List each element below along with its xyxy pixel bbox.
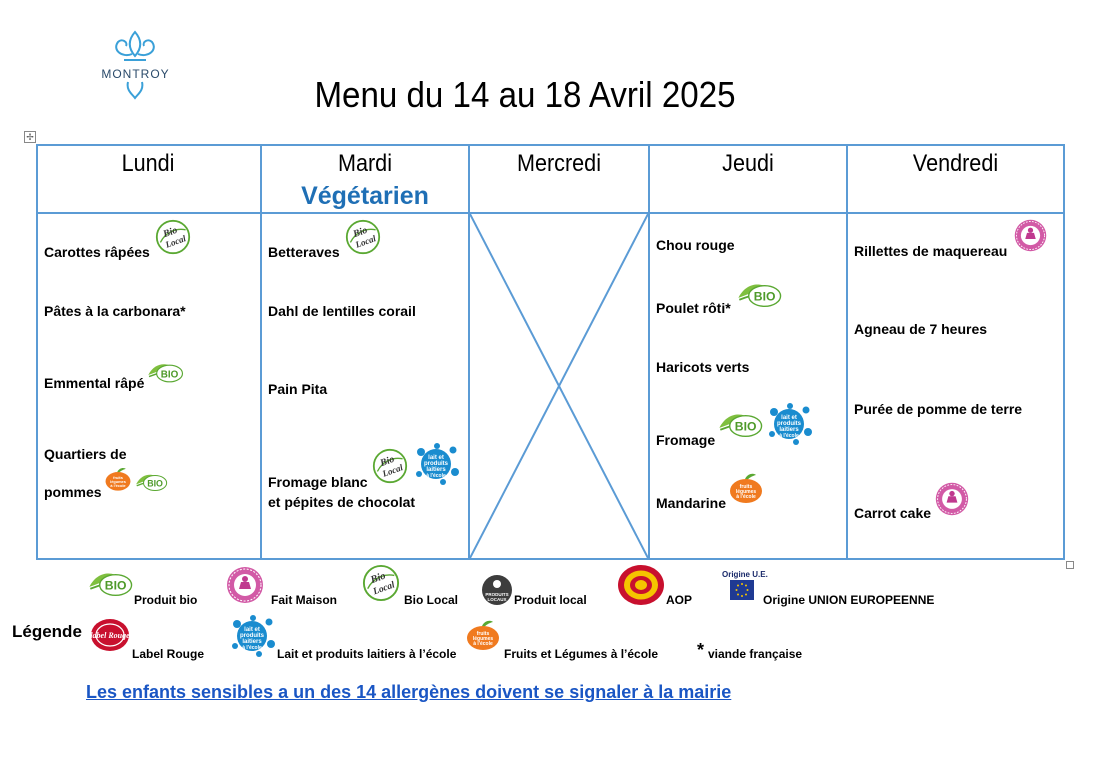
bio-icon bbox=[86, 570, 134, 600]
dish-mardi-bread: Pain Pita bbox=[268, 381, 328, 397]
dish-lundi-starter: Carottes râpées bbox=[44, 244, 150, 260]
day-header-vendredi: Vendredi bbox=[912, 150, 999, 177]
bio-local-icon bbox=[155, 219, 191, 255]
label-rouge-icon bbox=[90, 618, 130, 652]
produit-local-icon bbox=[481, 574, 513, 606]
svg-text:label Rouge: label Rouge bbox=[90, 631, 130, 640]
dish-mardi-dessert-line2: et pépites de chocolat bbox=[268, 494, 416, 510]
bio-local-icon bbox=[362, 564, 400, 602]
bio-icon bbox=[716, 411, 764, 441]
fruits-legumes-ecole-icon bbox=[728, 472, 764, 504]
legend-fait-maison: Fait Maison bbox=[271, 593, 338, 607]
dish-mardi-dessert-line1: Fromage blanc bbox=[268, 474, 368, 490]
column-divider bbox=[648, 144, 650, 560]
legend-produit-local: Produit local bbox=[514, 593, 587, 607]
eu-badge-caption: Origine U.E. bbox=[722, 570, 768, 579]
dish-jeudi-side: Haricots verts bbox=[656, 359, 750, 375]
allergen-notice-link[interactable]: Les enfants sensibles a un des 14 allergènes doivent se signaler à la mairie bbox=[86, 682, 732, 702]
day-header-mercredi: Mercredi bbox=[516, 150, 602, 177]
legend-title: Légende bbox=[12, 622, 82, 641]
svg-text:PRODUITS: PRODUITS bbox=[485, 592, 509, 597]
page-title: Menu du 14 au 18 Avril 2025 bbox=[314, 74, 736, 115]
dish-jeudi-main: Poulet rôti* bbox=[656, 300, 731, 316]
dish-vendredi-side: Purée de pomme de terre bbox=[854, 401, 1023, 417]
legend-aop: AOP bbox=[666, 593, 693, 607]
fait-maison-icon bbox=[934, 481, 970, 517]
table-resize-handle[interactable] bbox=[1066, 561, 1074, 569]
lait-ecole-icon bbox=[766, 402, 812, 446]
dish-vendredi-starter: Rillettes de maquereau bbox=[854, 243, 1008, 259]
table-border-right bbox=[1063, 144, 1065, 560]
dish-vendredi-main: Agneau de 7 heures bbox=[854, 321, 988, 337]
fait-maison-icon bbox=[1013, 218, 1048, 253]
table-border-bottom bbox=[36, 558, 1065, 560]
town-name: MONTROY bbox=[101, 67, 170, 81]
dish-lundi-dessert-line2: pommes bbox=[44, 484, 102, 500]
fait-maison-icon bbox=[224, 565, 266, 605]
legend-viande-francaise: viande française bbox=[708, 647, 803, 661]
dish-mardi-starter: Betteraves bbox=[268, 244, 340, 260]
fruits-legumes-ecole-icon bbox=[104, 466, 132, 492]
day-header-mardi: Mardi bbox=[337, 150, 392, 177]
column-divider bbox=[846, 144, 848, 560]
vegetarian-label: Végétarien bbox=[301, 182, 429, 210]
lait-ecole-icon bbox=[229, 614, 275, 658]
dish-lundi-cheese: Emmental râpé bbox=[44, 375, 145, 391]
bio-icon bbox=[134, 472, 168, 494]
table-border-top bbox=[36, 144, 1065, 146]
bio-icon bbox=[735, 281, 783, 311]
legend-origine-ue: Origine UNION EUROPEENNE bbox=[763, 593, 935, 607]
legend-produit-bio: Produit bio bbox=[134, 593, 198, 607]
bio-local-icon bbox=[345, 219, 381, 255]
table-border-left bbox=[36, 144, 38, 560]
dish-jeudi-cheese: Fromage bbox=[656, 432, 716, 448]
dish-mardi-main: Dahl de lentilles corail bbox=[268, 303, 416, 319]
menu-table bbox=[36, 144, 1065, 560]
svg-text:LOCAUX: LOCAUX bbox=[487, 597, 507, 602]
no-meal-cross bbox=[470, 214, 648, 558]
legend-label-rouge: Label Rouge bbox=[132, 647, 205, 661]
day-header-lundi: Lundi bbox=[121, 150, 175, 177]
dish-jeudi-starter: Chou rouge bbox=[656, 237, 735, 253]
dish-lundi-main: Pâtes à la carbonara* bbox=[44, 303, 186, 319]
aop-icon bbox=[617, 564, 665, 606]
lait-ecole-icon bbox=[413, 442, 459, 486]
day-header-jeudi: Jeudi bbox=[722, 150, 774, 177]
fleur-de-lis-icon bbox=[88, 30, 183, 70]
table-move-handle[interactable]: ✢ bbox=[24, 131, 36, 143]
dish-jeudi-dessert: Mandarine bbox=[656, 495, 727, 511]
legend-fruits: Fruits et Légumes à l’école bbox=[504, 647, 659, 661]
legend-bio-local: Bio Local bbox=[404, 593, 459, 607]
fruits-legumes-ecole-icon bbox=[465, 619, 501, 651]
eu-flag-icon bbox=[730, 580, 754, 600]
legend-asterisk: * bbox=[697, 640, 705, 660]
bio-local-icon bbox=[372, 448, 408, 484]
dish-lundi-dessert-line1: Quartiers de bbox=[44, 446, 127, 462]
bio-icon bbox=[146, 361, 184, 386]
dish-vendredi-dessert: Carrot cake bbox=[854, 505, 932, 521]
legend-lait: Lait et produits laitiers à l’école bbox=[277, 647, 457, 661]
